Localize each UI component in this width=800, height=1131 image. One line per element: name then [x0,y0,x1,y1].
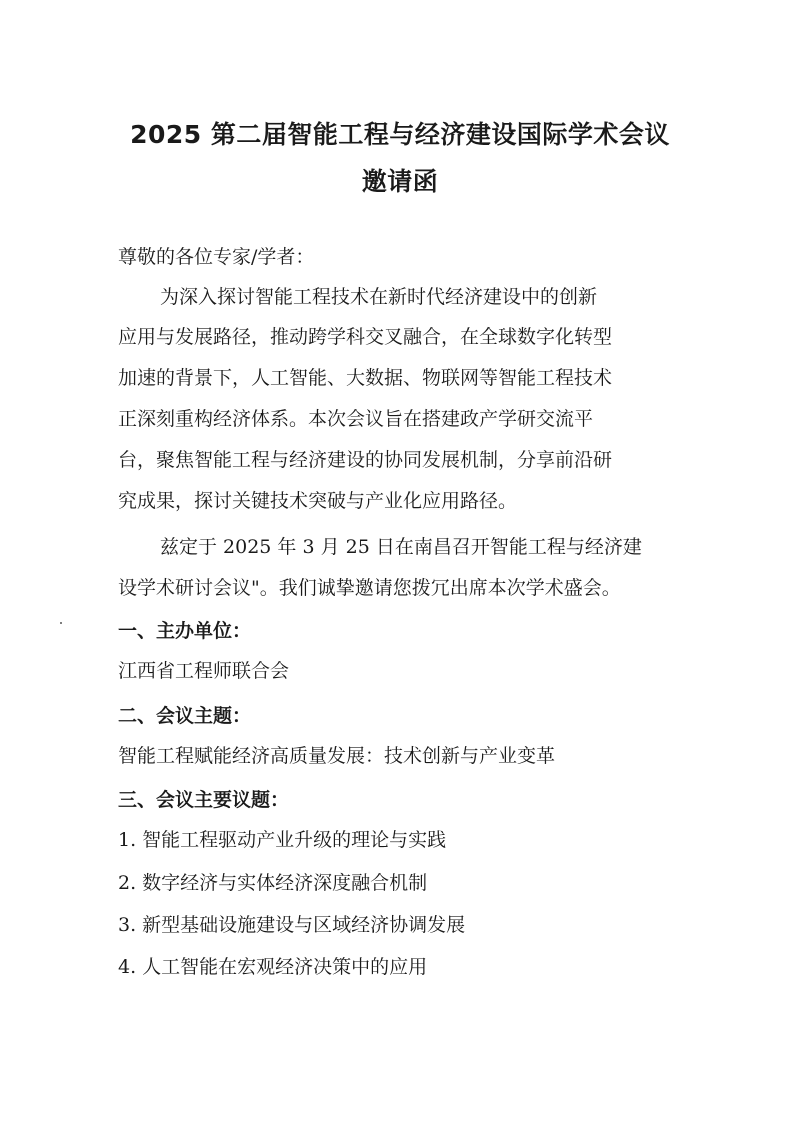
intro-line-5: 台，聚焦智能工程与经济建设的协同发展机制，分享前沿研 [118,449,613,471]
topic-item-1: 1. 智能工程驱动产业升级的理论与实践 [118,829,447,851]
organizer-content: 江西省工程师联合会 [118,660,290,682]
intro-line-1: 为深入探讨智能工程技术在新时代经济建设中的创新 [160,286,598,308]
topic-item-4: 4. 人工智能在宏观经济决策中的应用 [118,956,428,978]
invitation-line-2: 设学术研讨会议"。我们诚挚邀请您拨冗出席本次学术盛会。 [118,577,621,599]
salutation: 尊敬的各位专家/学者： [118,246,315,268]
topic-item-2: 2. 数字经济与实体经济深度融合机制 [118,872,428,894]
invitation-line-1: 兹定于 2025 年 3 月 25 日在南昌召开智能工程与经济建 [160,536,642,558]
intro-line-2: 应用与发展路径，推动跨学科交叉融合，在全球数字化转型 [118,326,613,348]
theme-content: 智能工程赋能经济高质量发展：技术创新与产业变革 [118,745,556,767]
organizer-heading: 一、主办单位： [118,620,252,642]
topics-heading: 三、会议主要议题： [118,789,290,811]
document-title: 2025 第二届智能工程与经济建设国际学术会议 [130,120,670,149]
topic-item-3: 3. 新型基础设施建设与区域经济协调发展 [118,914,466,936]
document-subtitle: 邀请函 [361,167,439,196]
theme-heading: 二、会议主题： [118,705,252,727]
scan-speck [60,622,62,624]
intro-line-3: 加速的背景下，人工智能、大数据、物联网等智能工程技术 [118,367,613,389]
intro-line-4: 正深刻重构经济体系。本次会议旨在搭建政产学研交流平 [118,408,594,430]
intro-line-6: 究成果，探讨关键技术突破与产业化应用路径。 [118,490,518,512]
